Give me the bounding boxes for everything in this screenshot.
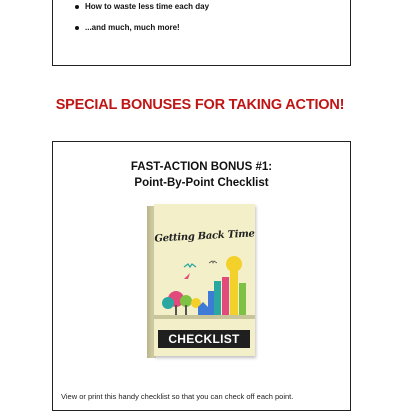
bonuses-heading: SPECIAL BONUSES FOR TAKING ACTION! bbox=[55, 97, 345, 113]
bonus-box bbox=[52, 141, 351, 411]
bonus-title bbox=[53, 159, 350, 191]
bird-icon bbox=[184, 264, 196, 267]
book-front bbox=[154, 204, 255, 356]
city-bars-illustration bbox=[154, 249, 255, 319]
book-cover-image bbox=[147, 204, 255, 358]
features-list bbox=[75, 2, 209, 44]
bird-icon bbox=[209, 261, 217, 263]
bird-icon bbox=[184, 273, 190, 279]
bonus-title-line2: Point-By-Point Checklist bbox=[134, 177, 269, 189]
list-item: How to waste less time each day bbox=[75, 2, 209, 12]
book-label: CHECKLIST bbox=[158, 330, 250, 348]
features-box bbox=[52, 0, 351, 66]
sun-icon bbox=[226, 256, 242, 272]
book-title: Getting Back Time bbox=[154, 228, 255, 245]
bonus-description: View or print this handy checklist so that you can check off each point. bbox=[61, 392, 294, 401]
bonus-title-line1: FAST-ACTION BONUS #1: bbox=[130, 161, 273, 173]
list-item: ...and much, much more! bbox=[75, 23, 209, 33]
